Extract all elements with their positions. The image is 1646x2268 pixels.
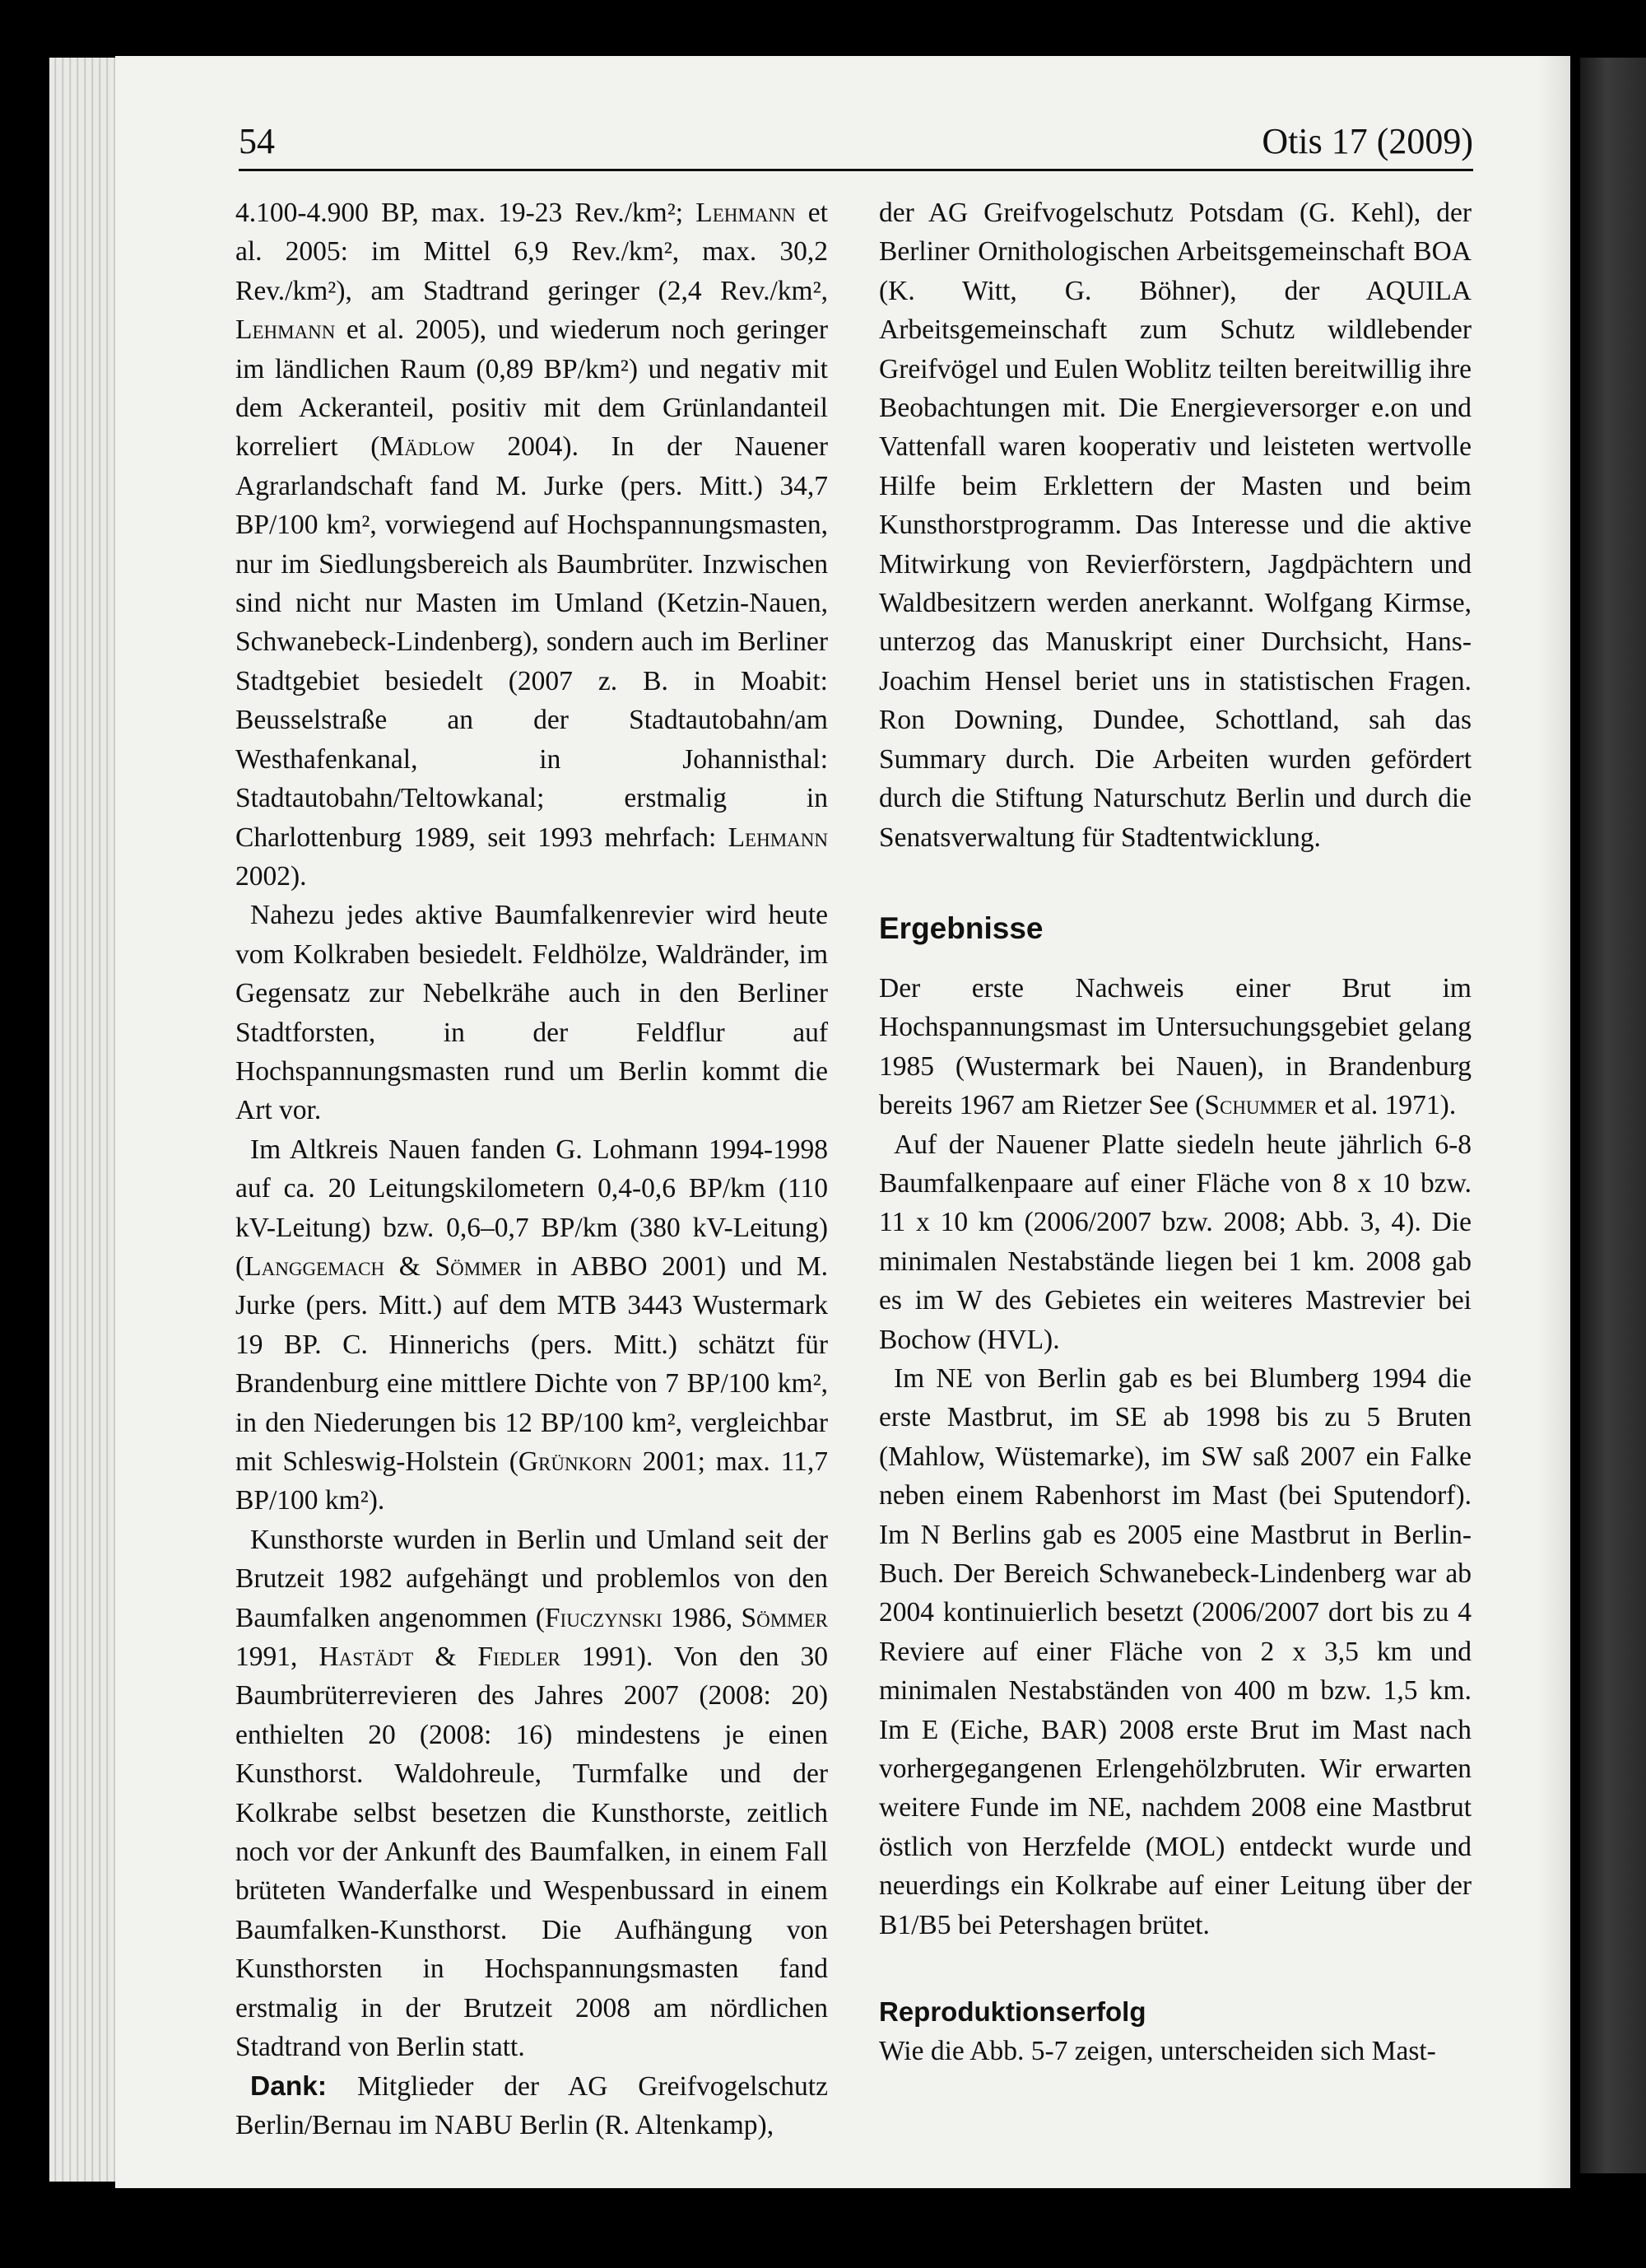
paragraph: Wie die Abb. 5-7 zeigen, unterscheiden sich Mast- xyxy=(879,2036,1436,2067)
author-name: Lehmann xyxy=(235,314,336,346)
author-name: Grünkorn xyxy=(518,1446,632,1477)
page-stack-edge xyxy=(49,58,115,2182)
paragraph: Auf der Nauener Platte siedeln heute jährlich 6-8 Baumfalkenpaare auf einer Fläche von 8 x 10 bzw. 11 x 10 km (2006/2007 bzw. 2008; Abb. 3, 4). Die minimalen Nestabstände liegen bei 1 km. 2008 gab es im W des Gebietes ein weiteres Mastrevier bei Bochow (HVL). xyxy=(879,1129,1472,1355)
paragraph: Der erste Nachweis einer Brut im Hochspannungsmast im Untersuchungsgebiet gelang 1985 (Wustermark bei Nauen), in Brandenburg bereits 1967 am Rietzer See (Schummer et al. 1971). xyxy=(879,972,1472,1121)
left-column xyxy=(235,193,828,2145)
running-head xyxy=(239,119,1473,171)
paragraph: Im NE von Berlin gab es bei Blumberg 1994 die erste Mastbrut, im SE ab 1998 bis zu 5 Bruten (Mahlow, Wüstemarke), im SW saß 2007 ein Falke neben einem Rabenhorst im Mast (bei Sputendorf). Im N Berlins gab es 2005 eine Mastbrut in Berlin-Buch. Der Bereich Schwanebeck-Lindenberg war ab 2004 kontinuierlich besetzt (2006/2007 dort bis zu 4 Reviere auf einer Fläche von 2 x 3,5 km und minimalen Nestabständen von 400 m bzw. 1,5 km. Im E (Eiche, BAR) 2008 erste Brut im Mast nach vorhergegangenen Erlengehölzbruten. Wir erwarten weitere Funde im NE, nachdem 2008 eine Mastbrut östlich von Herzfelde (MOL) entdeckt wurde und neuerdings ein Kolkrabe auf einer Leitung über der B1/B5 bei Petershagen brütet. xyxy=(879,1362,1472,1940)
author-name: Lehmann xyxy=(728,822,828,853)
acknowledgements: Dank: Mitglieder der AG Greifvogelschutz Berlin/Bernau im NABU Berlin (R. Altenkamp), xyxy=(235,2070,828,2140)
author-name: Fiedler xyxy=(477,1642,560,1673)
gutter-shadow xyxy=(1537,56,1570,2188)
subsection-heading-reproduktionserfolg: Reproduktionserfolg xyxy=(879,1996,1146,2028)
acknowledgements-label: Dank: xyxy=(250,2070,328,2102)
facing-page-edge xyxy=(1580,58,1646,2173)
author-name: Sömmer xyxy=(741,1602,828,1633)
paragraph: Kunsthorste wurden in Berlin und Umland seit der Brutzeit 1982 aufgehängt und problemlos von den Baumfalken angenommen (Fiuczynski 1986, Sömmer 1991, Hastädt & Fiedler 1991). Von den 30 Baumbrüterrevieren des Jahres 2007 (2008: 20) enthielten 20 (2008: 16) mindestens je einen Kunsthorst. Waldohreule, Turmfalke und der Kolkrabe selbst besetzen die Kunsthorste, zeitlich noch vor der Ankunft des Baumfalken, in einem Fall brüteten Wanderfalke und Wespenbussard in einem Baumfalken-Kunsthorst. Die Aufhängung von Kunsthorsten in Hochspannungsmasten fand erstmalig in der Brutzeit 2008 am nördlichen Stadtrand von Berlin statt. xyxy=(235,1524,829,2063)
paragraph: der AG Greifvogelschutz Potsdam (G. Kehl), der Berliner Ornithologischen Arbeitsgemeinschaft BOA (K. Witt, G. Böhner), der AQUILA Arbeitsgemeinschaft zum Schutz wildlebender Greifvögel und Eulen Woblitz teilten bereitwillig ihre Beobachtungen mit. Die Energieversorger e.on und Vattenfall waren kooperativ und leisteten wertvolle Hilfe beim Erklettern der Masten und beim Kunsthorstprogramm. Das Interesse und die aktive Mitwirkung von Revierförstern, Jagdpächtern und Waldbesitzern werden anerkannt. Wolfgang Kirmse, unterzog das Manuskript einer Durchsicht, Hans-Joachim Hensel beriet uns in statistischen Fragen. Ron Downing, Dundee, Schottland, sah das Summary durch. Die Arbeiten wurden gefördert durch die Stiftung Naturschutz Berlin und durch die Senatsverwaltung für Stadtentwicklung. xyxy=(879,198,1472,853)
section-heading-ergebnisse: Ergebnisse xyxy=(879,910,1044,945)
paragraph: 4.100-4.900 BP, max. 19-23 Rev./km²; Lehmann et al. 2005: im Mittel 6,9 Rev./km², max. 30,2 Rev./km²), am Stadtrand geringer (2,4 Rev./km², Lehmann et al. 2005), und wiederum noch geringer im ländlichen Raum (0,89 BP/km²) und negativ mit dem Ackeranteil, positiv mit dem Grünlandanteil korreliert (Mädlow 2004). In der Nauener Agrarlandschaft fand M. Jurke (pers. Mitt.) 34,7 BP/100 km², vorwiegend auf Hochspannungsmasten, nur im Siedlungsbereich als Baumbrüter. Inzwischen sind nicht nur Masten im Umland (Ketzin-Nauen, Schwanebeck-Lindenberg), sondern auch im Berliner Stadtgebiet besiedelt (2007 z. B. in Moabit: Beusselstraße an der Stadtautobahn/am Westhafenkanal, in Johannisthal: Stadtautobahn/Teltowkanal; erstmalig in Charlottenburg 1989, seit 1993 mehrfach: Lehmann 2002). xyxy=(235,198,828,892)
author-name: Fiuczynski xyxy=(544,1602,663,1633)
author-name: Sömmer xyxy=(435,1250,522,1282)
journal-citation: Otis 17 (2009) xyxy=(1262,121,1473,161)
right-column xyxy=(879,193,1472,2070)
page-number: 54 xyxy=(239,121,275,161)
author-name: Schummer xyxy=(1204,1090,1318,1121)
paragraph: Nahezu jedes aktive Baumfalkenrevier wird heute vom Kolkraben besiedelt. Feldhölze, Waldränder, im Gegensatz zur Nebelkrähe auch in den Berliner Stadtforsten, in der Feldflur auf Hochspannungsmasten rund um Berlin kommt die Art vor. xyxy=(235,900,828,1126)
author-name: Langgemach xyxy=(244,1250,385,1282)
paragraph: Im Altkreis Nauen fanden G. Lohmann 1994-1998 auf ca. 20 Leitungskilometern 0,4-0,6 BP/km (110 kV-Leitung) bzw. 0,6–0,7 BP/km (380 kV-Leitung) (Langgemach & Sömmer in ABBO 2001) und M. Jurke (pers. Mitt.) auf dem MTB 3443 Wustermark 19 BP. C. Hinnerichs (pers. Mitt.) schätzt für Brandenburg eine mittlere Dichte von 7 BP/100 km², in den Niederungen bis 12 BP/100 km², vergleichbar mit Schleswig-Holstein (Grünkorn 2001; max. 11,7 BP/100 km²). xyxy=(235,1134,828,1516)
author-name: Lehmann xyxy=(695,198,796,228)
author-name: Mädlow xyxy=(379,431,475,463)
author-name: Hastädt xyxy=(319,1642,414,1673)
